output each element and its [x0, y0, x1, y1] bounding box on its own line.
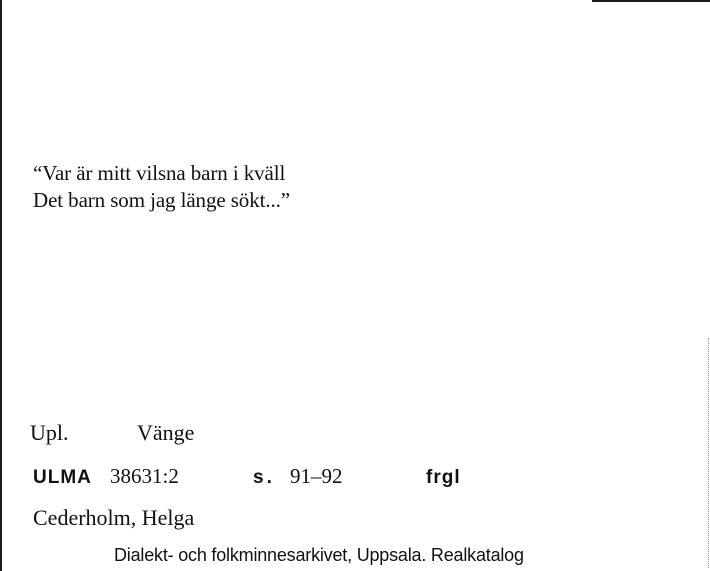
card-right-edge-marks	[707, 338, 709, 568]
page-abbreviation: s.	[253, 467, 275, 488]
card-left-border	[0, 0, 2, 571]
quote-line-2: Det barn som jag länge sökt...”	[33, 188, 291, 212]
record-number: 38631:2	[110, 464, 179, 488]
quote-text	[33, 160, 290, 214]
page-range: 91–92	[290, 464, 343, 488]
archive-code: ULMA	[33, 467, 92, 488]
quote-line-1: “Var är mitt vilsna barn i kväll	[33, 161, 286, 185]
informant-name: Cederholm, Helga	[33, 505, 195, 530]
province-label: Upl.	[30, 420, 69, 445]
category-code: frgl	[426, 467, 461, 488]
archive-footer: Dialekt- och folkminnesarkivet, Uppsala. Realkatalog	[114, 545, 524, 565]
card-top-right-rule	[592, 0, 710, 2]
parish-label: Vänge	[137, 420, 195, 445]
